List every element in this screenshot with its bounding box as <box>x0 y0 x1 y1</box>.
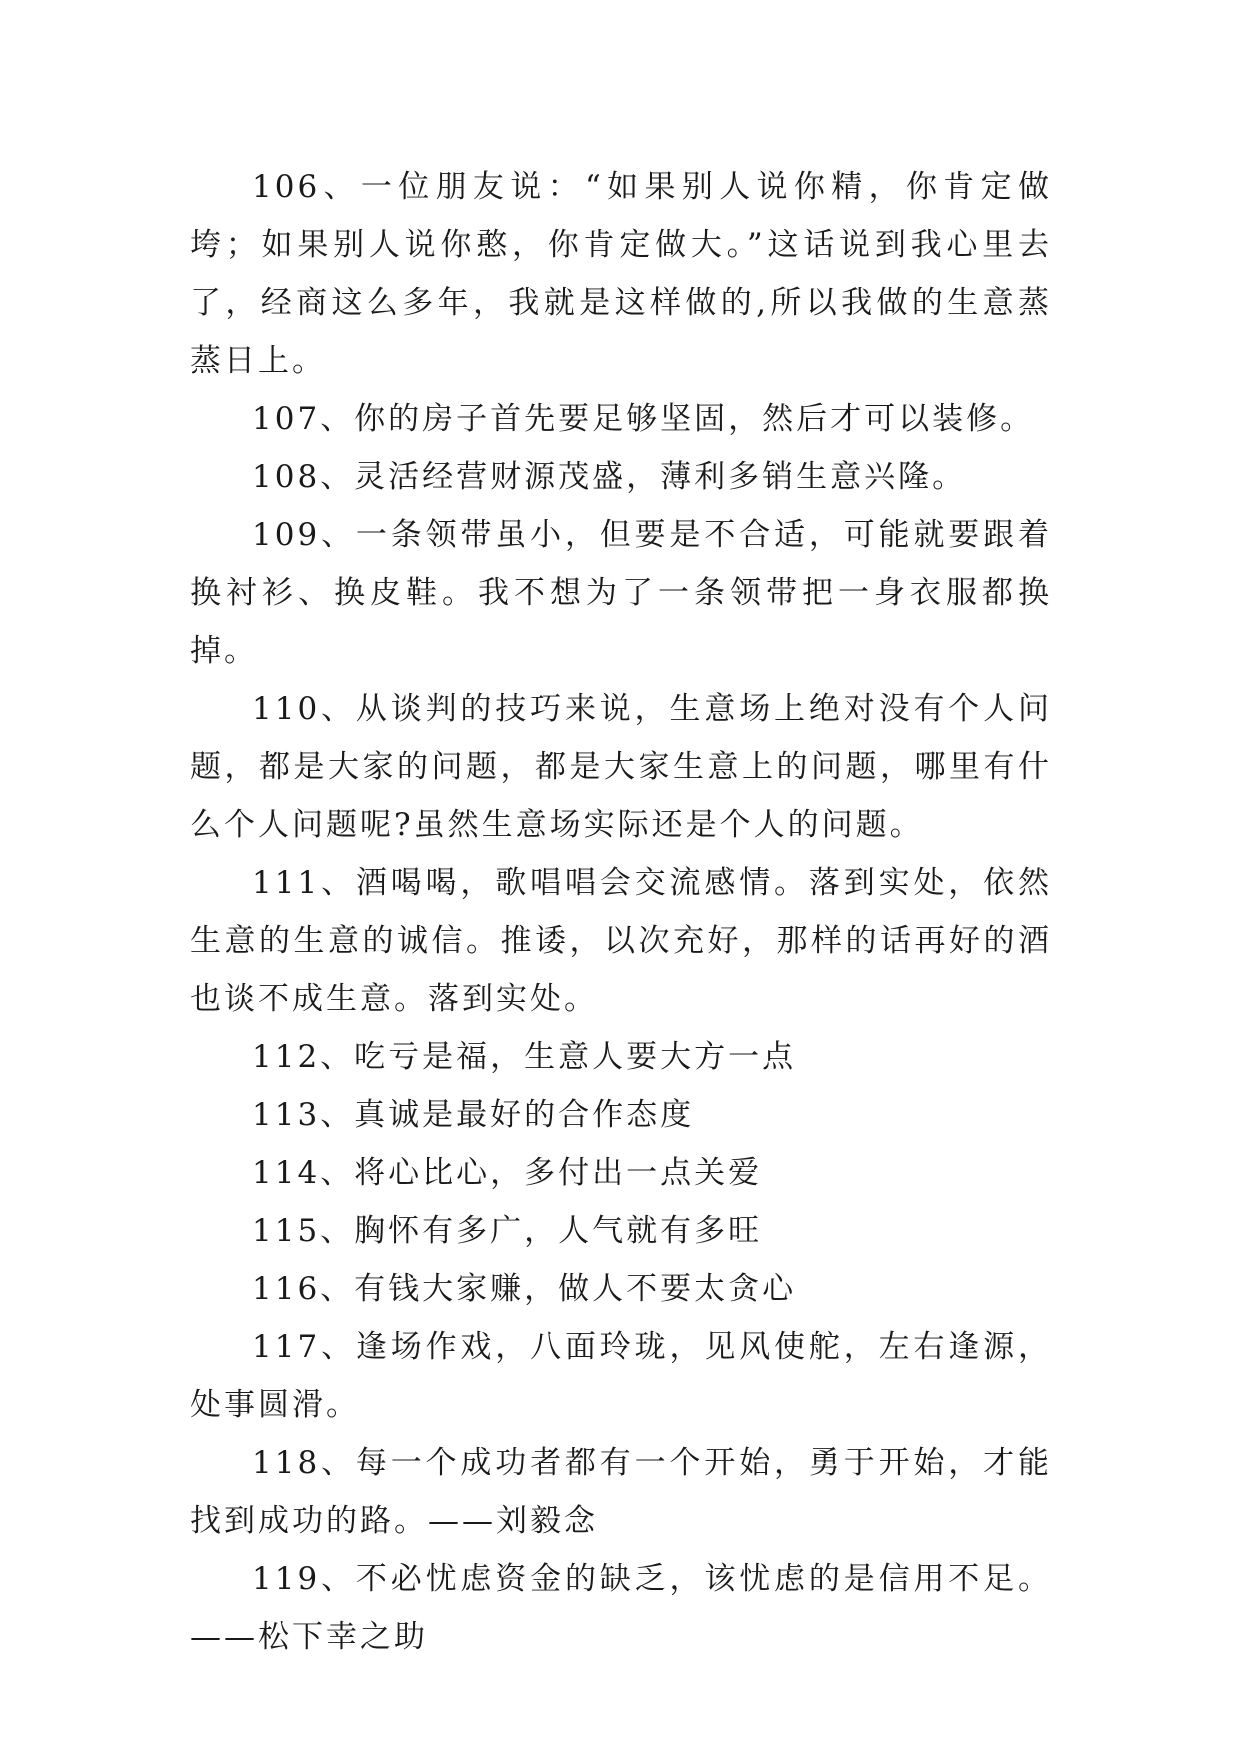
paragraph-108: 108、灵活经营财源茂盛，薄利多销生意兴隆。 <box>252 459 967 495</box>
paragraph-111: 111、酒喝喝，歌唱唱会交流感情。落到实处，依然生意的生意的诚信。推诿，以次充好，那样的话再好的酒也谈不成生意。落到实处。 <box>190 865 1052 1017</box>
paragraph-115: 115、胸怀有多广，人气就有多旺 <box>252 1213 763 1249</box>
paragraph-107: 107、你的房子首先要足够坚固，然后才可以装修。 <box>252 401 1035 437</box>
paragraph-114: 114、将心比心，多付出一点关爱 <box>252 1155 763 1191</box>
paragraph-106: 106、一位朋友说：“如果别人说你精，你肯定做垮；如果别人说你憨，你肯定做大。”这话说到我心里去了，经商这么多年，我就是这样做的,所以我做的生意蒸蒸日上。 <box>190 169 1052 379</box>
paragraph-109: 109、一条领带虽小，但要是不合适，可能就要跟着换衬衫、换皮鞋。我不想为了一条领带把一身衣服都换掉。 <box>190 517 1052 669</box>
document-body <box>190 158 1052 1666</box>
paragraph-116: 116、有钱大家赚，做人不要太贪心 <box>252 1271 797 1307</box>
paragraph-110: 110、从谈判的技巧来说，生意场上绝对没有个人问题，都是大家的问题，都是大家生意上的问题，哪里有什么个人问题呢?虽然生意场实际还是个人的问题。 <box>190 691 1052 843</box>
paragraph-113: 113、真诚是最好的合作态度 <box>252 1097 695 1133</box>
paragraph-112: 112、吃亏是福，生意人要大方一点 <box>252 1039 797 1075</box>
paragraph-117: 117、逢场作戏，八面玲珑，见风使舵，左右逢源，处事圆滑。 <box>190 1329 1052 1423</box>
paragraph-119: 119、不必忧虑资金的缺乏，该忧虑的是信用不足。——松下幸之助 <box>190 1561 1052 1655</box>
paragraph-118: 118、每一个成功者都有一个开始，勇于开始，才能找到成功的路。——刘毅念 <box>190 1445 1052 1539</box>
